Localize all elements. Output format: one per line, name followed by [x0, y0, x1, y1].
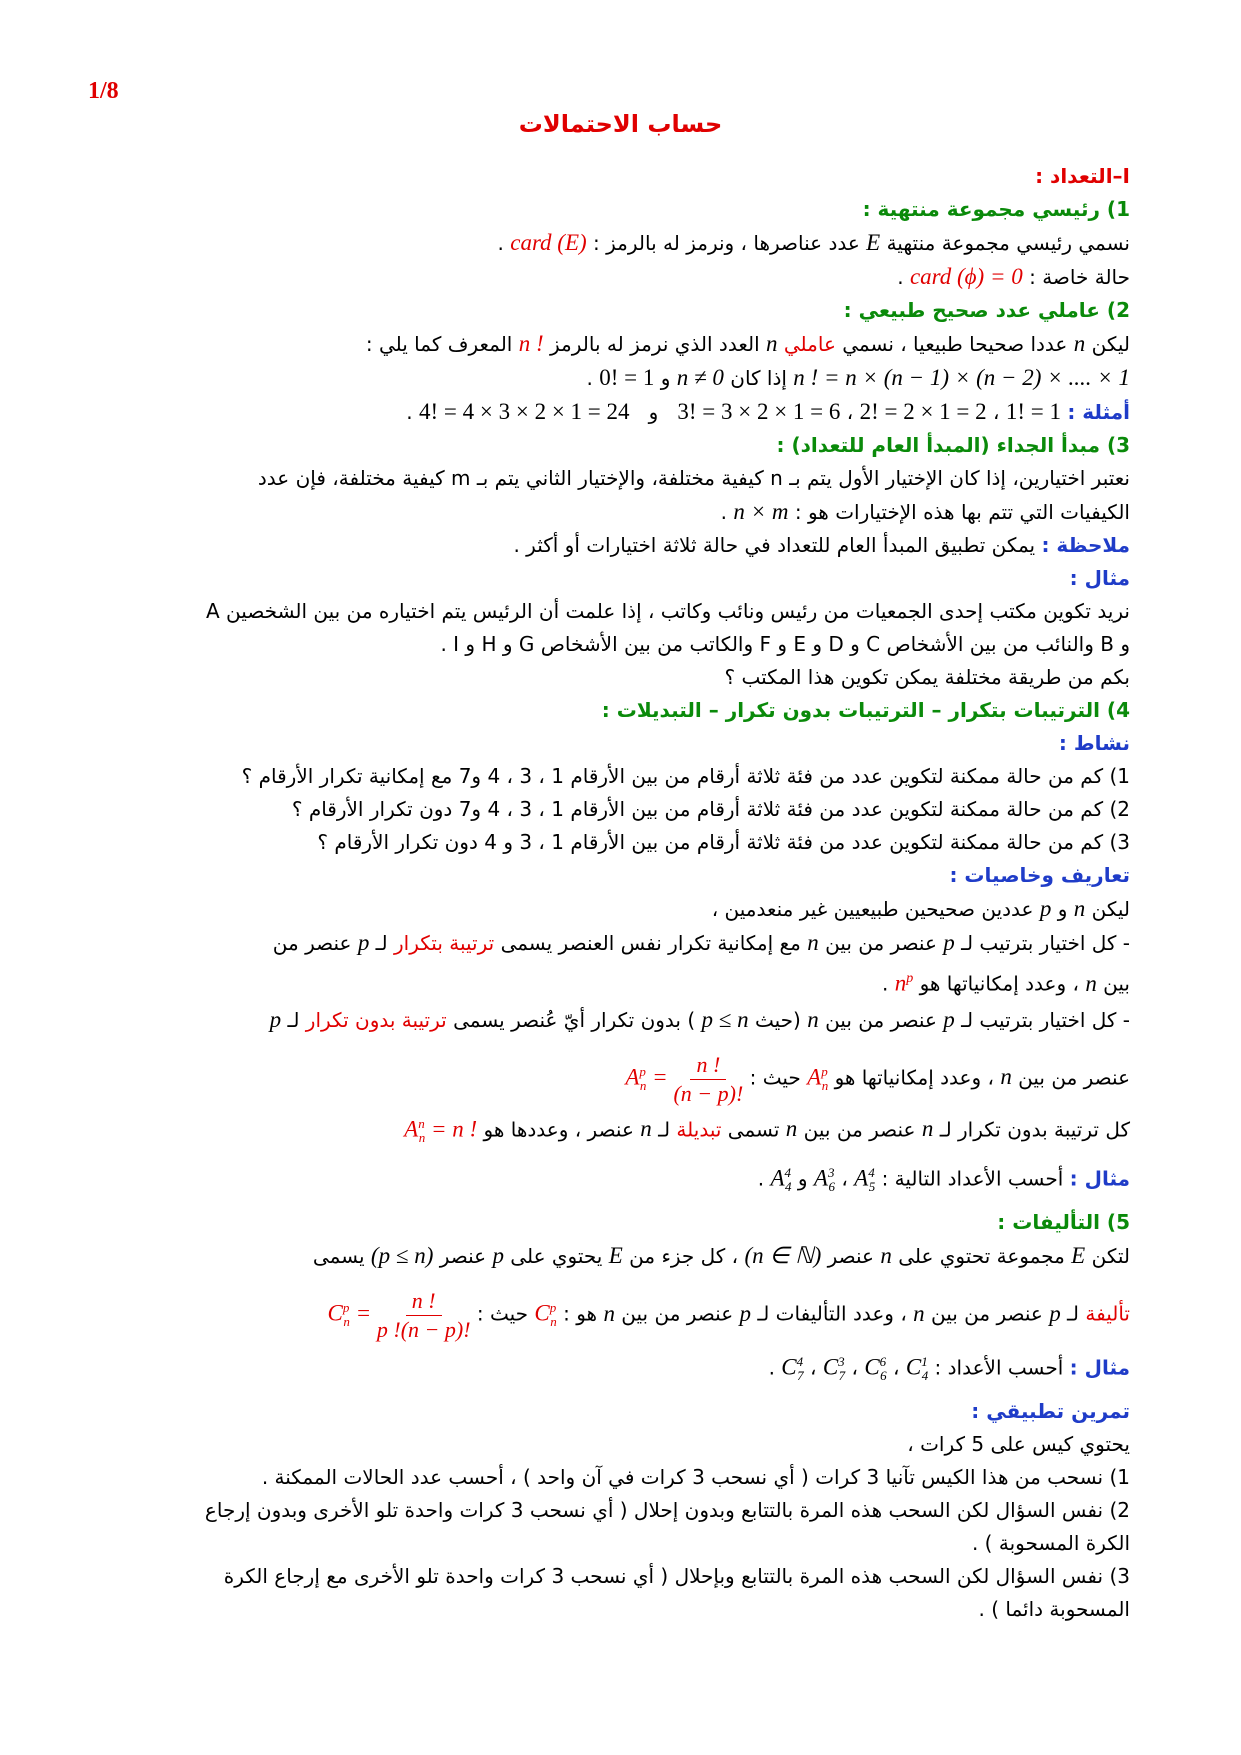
- exercise-q1: 1) نسحب من هذا الكيس تآنيا 3 كرات ( أي نسحب 3 كرات في آن واحد ) ، أحسب عدد الحالات الممكنة .: [261, 1465, 1130, 1490]
- card-e-formula: card (E): [510, 230, 587, 255]
- definitions-label: تعاريف وخاصيات :: [949, 863, 1130, 887]
- card-empty-formula: card (ϕ) = 0: [909, 264, 1023, 289]
- product-principle-note: ملاحظة : يمكن تطبيق المبدأ العام للتعداد في حالة ثلاثة اختيارات أو أكثر .: [513, 533, 1130, 557]
- product-principle-line1: نعتبر اختيارين، إذا كان الإختيار الأول يتم بـ n كيفية مختلفة، والإختيار الثاني يتم بـ m كيفية مختلفة، فإن عدد: [257, 466, 1130, 490]
- arrangement-count-formula: عنصر من بين n ، وعدد إمكانياتها هو $A^p_n$ حيث : $A^p_n$ = $\frac{n !}{(n - p)!}$: [110, 1037, 1130, 1107]
- combination-example: مثال : أحسب الأعداد : $C^1_4$ ، $C^6_6$ ، $C^3_7$ ، $C^4_7$ .: [768, 1354, 1130, 1384]
- exercise-q3-line2: المسحوبة دائما ) .: [978, 1597, 1130, 1622]
- factorial-examples: أمثلة : 1! = 1 ، 2! = 2 × 1 = 2 ، 3! = 3 × 2 × 1 = 6 و 4! = 4 × 3 × 2 × 1 = 24 .: [406, 399, 1130, 424]
- exercise-heading: تمرين تطبيقي :: [971, 1399, 1130, 1424]
- activity-q2: 2) كم من حالة ممكنة لتكوين عدد من فئة ثلاثة أرقام من بين الأرقام 1 ، 3 ، 4 و7 دون تكرار الأرقام ؟: [291, 797, 1130, 821]
- def-permutation: كل ترتيبة بدون تكرار لـ n عنصر من بين n تسمى تبديلة لـ n عنصر ، وعددها هو $A^n_n = n$ !: [110, 1107, 1130, 1154]
- cardinal-definition: نسمي رئيسي مجموعة منتهية E عدد عناصرها ، ونرمز له بالرمز : card (E) .: [110, 226, 1130, 260]
- cardinal-special-case: حالة خاصة : card (ϕ) = 0 .: [110, 260, 1130, 294]
- def-arrangement-with-repetition-count: بين n ، وعدد إمكانياتها هو $n^p$ .: [110, 960, 1130, 1003]
- document-body: [110, 160, 1130, 1626]
- exercise-q2-line1: 2) نفس السؤال لكن السحب هذه المرة بالتتابع وبدون إحلال ( أي نسحب 3 كرات واحدة تلو الأخرى وبدون إرجاع: [204, 1498, 1130, 1523]
- def-arrangement-with-repetition: - كل اختيار بترتيب لـ p عنصر من بين n مع إمكانية تكرار نفس العنصر يسمى ترتيبة بتكرار لـ p عنصر من: [272, 930, 1130, 955]
- definition-intro: ليكن n و p عددين صحيحين طبيعيين غير منعدمين ،: [711, 896, 1130, 921]
- page-number: 1/8: [88, 78, 119, 104]
- example-line2: و B والنائب من بين الأشخاص C و D و E و F والكاتب من بين الأشخاص G و H و I .: [440, 632, 1130, 656]
- heading-cardinal: 1) رئيسي مجموعة منتهية :: [862, 197, 1130, 221]
- activity-q1: 1) كم من حالة ممكنة لتكوين عدد من فئة ثلاثة أرقام من بين الأرقام 1 ، 3 ، 4 و7 مع إمكانية تكرار الأرقام ؟: [241, 764, 1130, 788]
- n-power-p: $n^p$: [894, 970, 914, 996]
- exercise-intro: يحتوي كيس على 5 كرات ،: [907, 1432, 1130, 1457]
- factorial-definition: ليكن n عددا صحيحا طبيعيا ، نسمي عاملي n العدد الذي نرمز له بالرمز n ! المعرف كما يلي :: [365, 331, 1130, 356]
- combination-formula: $C^p_n$ = $\frac{n !}{p !(n - p)!}$: [327, 1288, 471, 1343]
- product-principle-line2: الكيفيات التي تتم بها هذه الإختيارات هو : n × m .: [720, 499, 1130, 524]
- heading-factorial: 2) عاملي عدد صحيح طبيعي :: [843, 298, 1130, 322]
- example-line1: نريد تكوين مكتب إحدى الجمعيات من رئيس ونائب وكاتب ، إذا علمت أن الرئيس يتم اختياره من بين الشخصين A: [206, 599, 1130, 623]
- heading-product-principle: 3) مبدأ الجداء (المبدأ العام للتعداد) :: [776, 433, 1130, 457]
- arrangement-formula: $A^p_n$ = $\frac{n !}{(n - p)!}$: [625, 1051, 744, 1106]
- example-line3: بكم من طريقة مختلفة يمكن تكوين هذا المكتب ؟: [724, 665, 1130, 689]
- section-heading-enumeration: I–التعداد :: [1035, 164, 1130, 188]
- def-arrangement-without-repetition: - كل اختيار بترتيب لـ p عنصر من بين n (حيث p ≤ n ) بدون تكرار أيّ عُنصر يسمى ترتيبة بدون تكرار لـ p: [269, 1006, 1130, 1032]
- exercise-q2-line2: الكرة المسحوبة ) .: [971, 1531, 1130, 1556]
- factorial-formula: n ! = n × (n − 1) × (n − 2) × .... × 1 إذا كان n ≠ 0 و 0! = 1 .: [586, 365, 1130, 390]
- combination-definition: لتكن E مجموعة تحتوي على n عنصر (n ∈ ℕ) ، كل جزء من E يحتوي على p عنصر (p ≤ n) يسمى: [312, 1243, 1130, 1269]
- activity-label: نشاط :: [1058, 731, 1130, 755]
- example-label: مثال :: [1069, 566, 1130, 590]
- activity-q3: 3) كم من حالة ممكنة لتكوين عدد من فئة ثلاثة أرقام من بين الأرقام 1 ، 3 و 4 دون تكرار الأرقام ؟: [317, 830, 1130, 854]
- arrangement-example: مثال : أحسب الأعداد التالية : $A^4_5$ ، $A^3_6$ و $A^4_4$ .: [757, 1164, 1130, 1195]
- combination-count-formula: تأليفة لـ p عنصر من بين n ، وعدد التأليفات لـ p عنصر من بين n هو : $C^p_n$ حيث : $C^p_n$ = $\frac{n !}{p !(n - p)!}$: [110, 1273, 1130, 1343]
- exercise-q3-line1: 3) نفس السؤال لكن السحب هذه المرة بالتتابع وبإحلال ( أي نسحب 3 كرات واحدة تلو الأخرى مع إرجاع الكرة: [223, 1564, 1130, 1589]
- heading-combinations: 5) التأليفات :: [997, 1210, 1130, 1235]
- permutation-formula: $A^n_n = n$ !: [404, 1115, 478, 1145]
- page-title: حساب الاحتمالات: [518, 110, 723, 138]
- heading-arrangements: 4) الترتيبات بتكرار – الترتيبات بدون تكرار – التبديلات :: [601, 698, 1130, 722]
